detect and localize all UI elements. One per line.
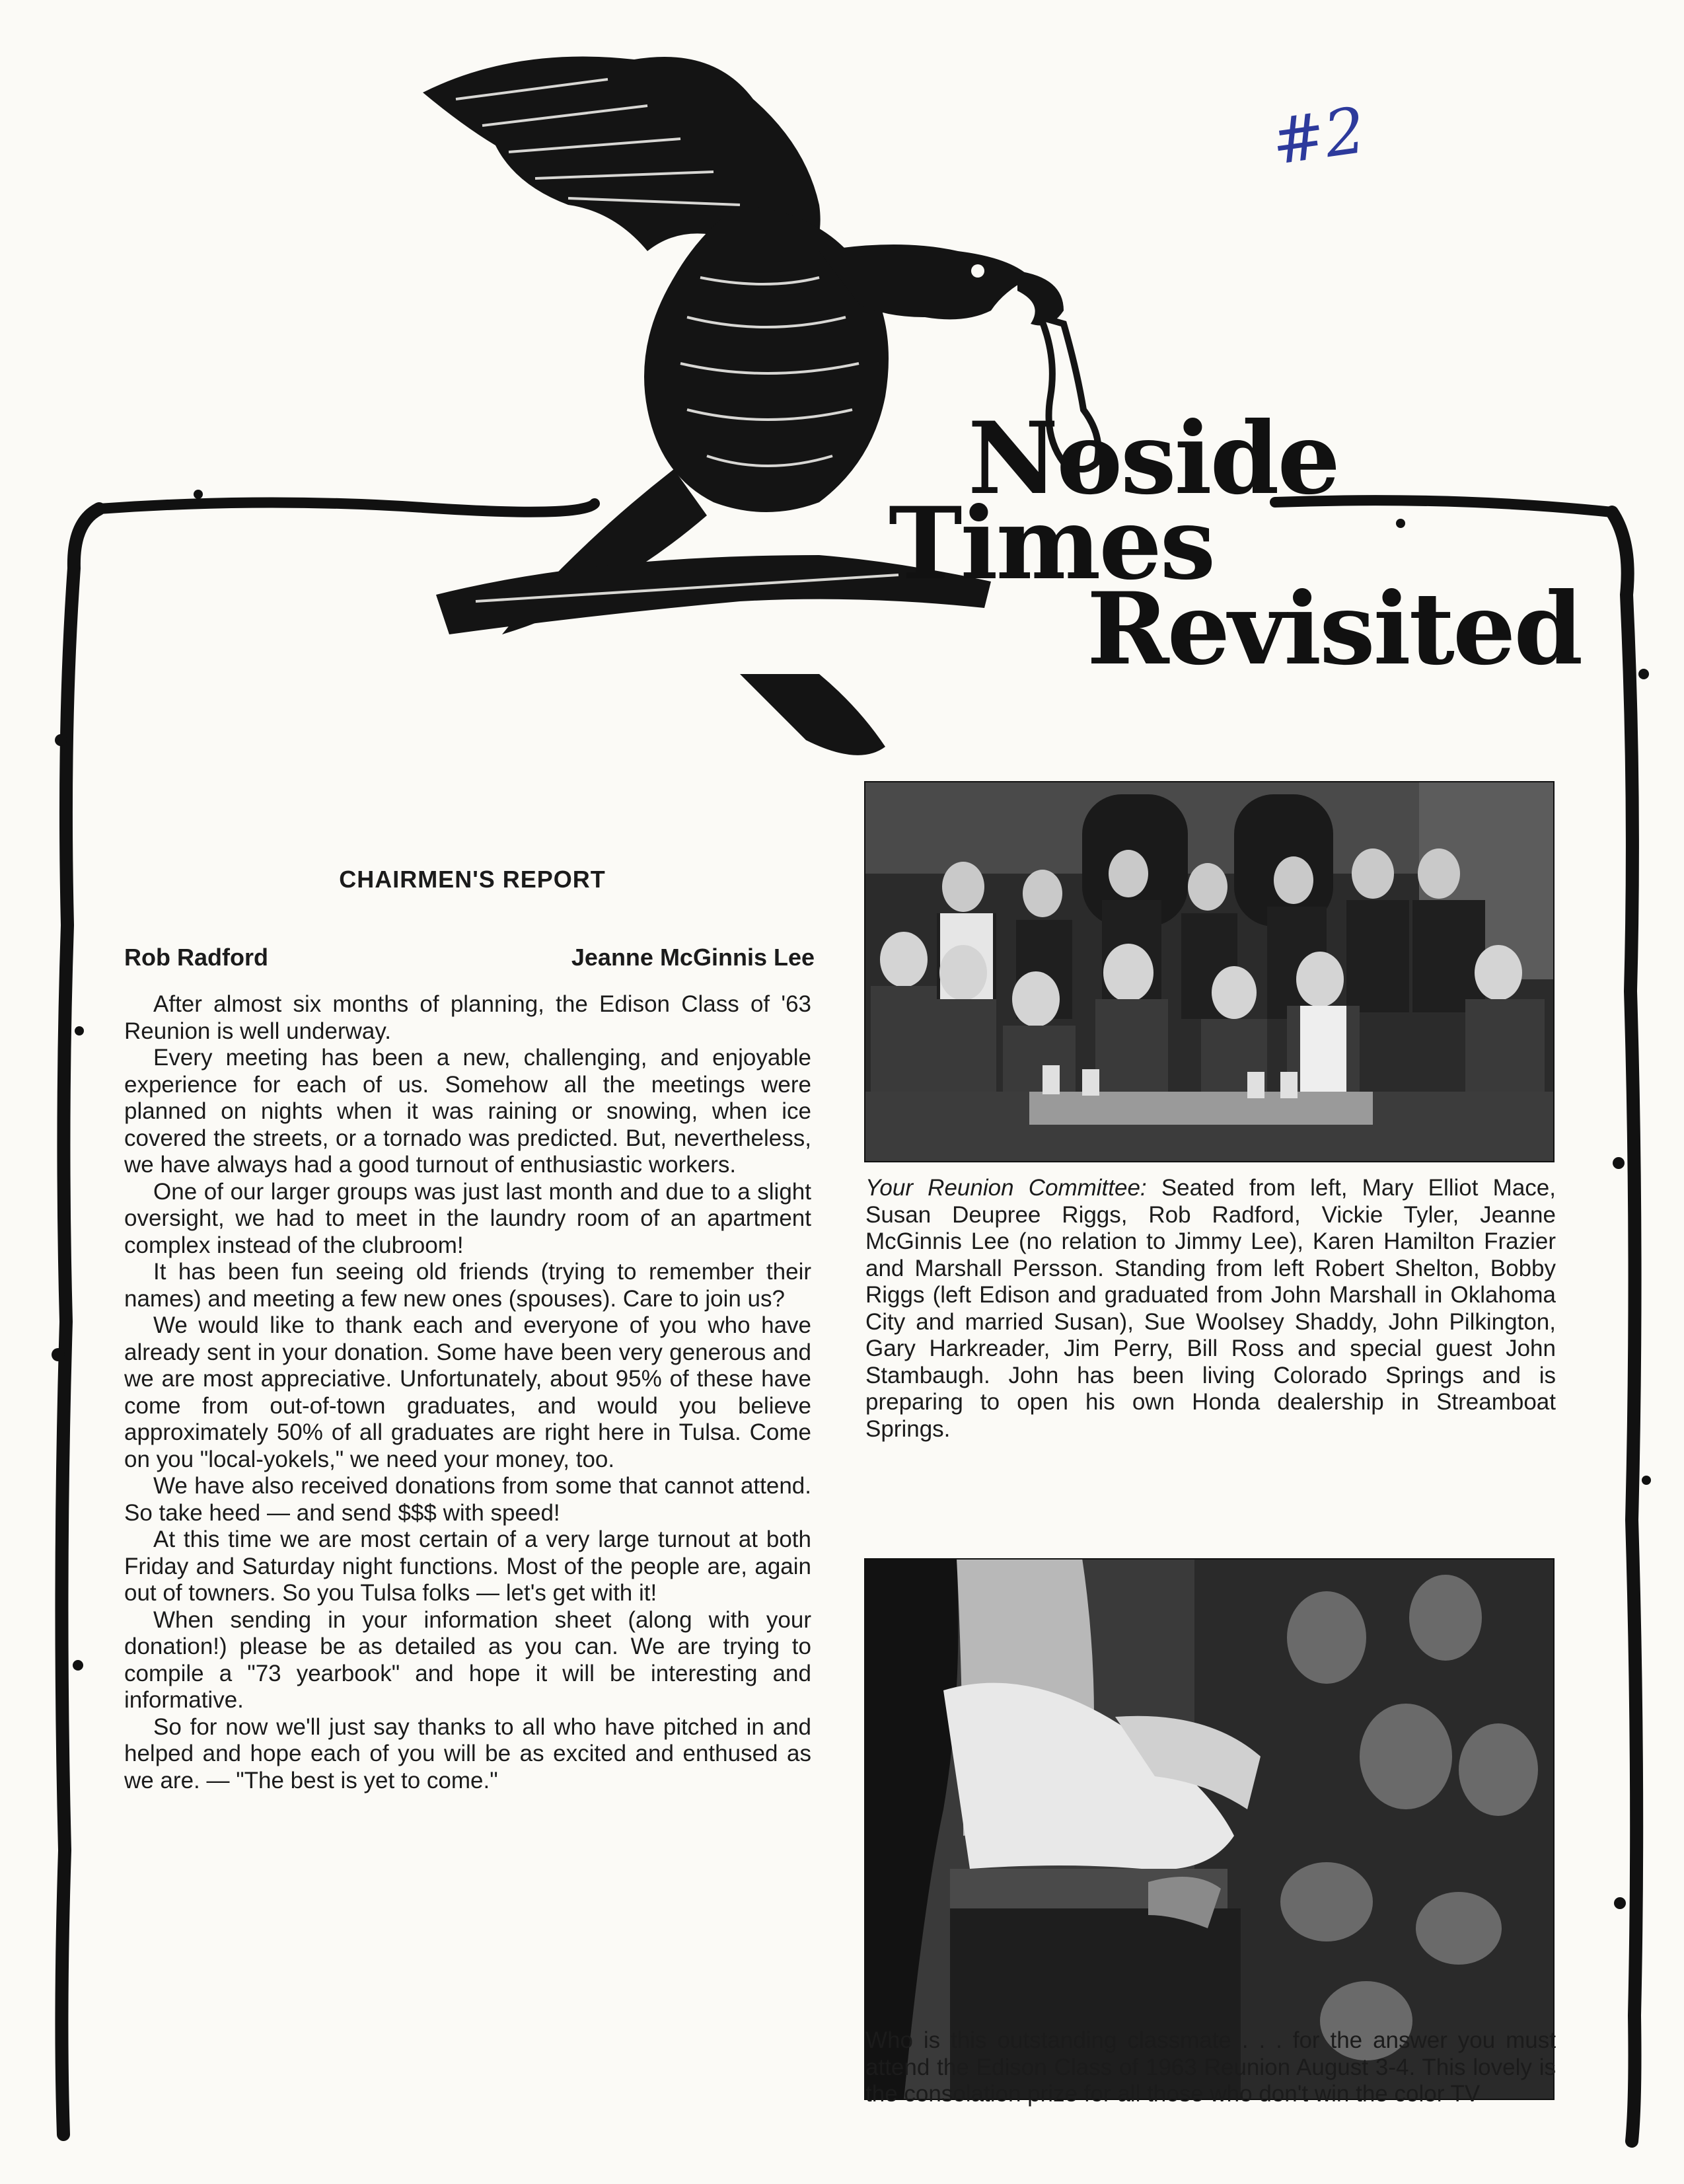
report-paragraph: So for now we'll just say thanks to all who have pitched in and helped and hope each of you will be as excited and enthused as we are. — "The best is yet to come." <box>124 1713 811 1793</box>
masthead-line-3: Revisited <box>1087 571 1582 687</box>
newsletter-masthead <box>889 400 1582 687</box>
caption-text: Seated from left, Mary Elliot Mace, Susan Deupree Riggs, Rob Radford, Vickie Tyler, Jeanne McGinnis Lee (no relation to Jimmy Lee), Karen Hamilton Frazier and Marshall Persson. Standing from left Robert Shelton, Bobby Riggs (left Edison and graduated from John Marshall in Oklahoma City and married Susan), Sue Woolsey Shaddy, John Pilkington, Gary Harkreader, Jim Perry, Bill Ross and special guest John Stambaugh. John has been living Colorado Springs and is preparing to open his own Honda dealership in Streamboat Springs. <box>865 1175 1556 1442</box>
report-paragraph: At this time we are most certain of a very large turnout at both Friday and Saturday night functions. Most of the people are, again out of towners. So you Tulsa folks — let's get with it! <box>124 1526 811 1606</box>
report-paragraph: After almost six months of planning, the Edison Class of '63 Reunion is well underway. <box>124 991 811 1044</box>
handwritten-page-number: #2 <box>1266 93 1370 180</box>
masthead-line-2: Times <box>889 486 1214 602</box>
classmate-photo-caption: Who is this outstanding classmate . . . for the answer you must attend the Edison Class of 1963 Reunion August 3-4. This lovely is the consolation prize for all those who don't win the color TV <box>865 2027 1556 2107</box>
report-title: CHAIRMEN'S REPORT <box>339 866 606 893</box>
caption-lead: Your Reunion Committee: <box>865 1175 1147 1201</box>
report-paragraph: When sending in your information sheet (along with your donation!) please be as detailed as you can. We are trying to compile a "73 yearbook" and hope it will be interesting and informative. <box>124 1606 811 1713</box>
masthead-line-1: Noside <box>968 400 1338 517</box>
report-paragraph: We have also received donations from some that cannot attend. So take heed — and send $$$ with speed! <box>124 1473 811 1526</box>
report-paragraph: One of our larger groups was just last month and due to a slight oversight, we had to meet in the laundry room of an apartment complex instead of the clubroom! <box>124 1178 811 1258</box>
report-paragraph: Every meeting has been a new, challenging, and enjoyable experience for each of us. Somehow all the meetings were planned on nights when it was raining or snowing, when ice covered the streets, or a tornado was predicted. But, nevertheless, we have always had a good turnout of enthusiastic workers. <box>124 1045 811 1178</box>
report-byline <box>124 944 815 971</box>
committee-photo-caption <box>865 1175 1556 1443</box>
report-body <box>124 991 811 1794</box>
classmate-photo <box>864 1558 1555 2100</box>
author-left: Rob Radford <box>124 944 268 971</box>
report-paragraph: It has been fun seeing old friends (trying to remember their names) and meeting a few new ones (spouses). Care to join us? <box>124 1259 811 1312</box>
report-paragraph: We would like to thank each and everyone of you who have already sent in your donation. Some have been very generous and we are most appreciative. Unfortunately, about 95% of these have come from out-of-town graduates, and would you believe approximately 50% of all graduates are right here in Tulsa. Come on you "local-yokels," we need your money, too. <box>124 1312 811 1472</box>
committee-group-photo <box>864 781 1555 1162</box>
author-right: Jeanne McGinnis Lee <box>571 944 815 971</box>
